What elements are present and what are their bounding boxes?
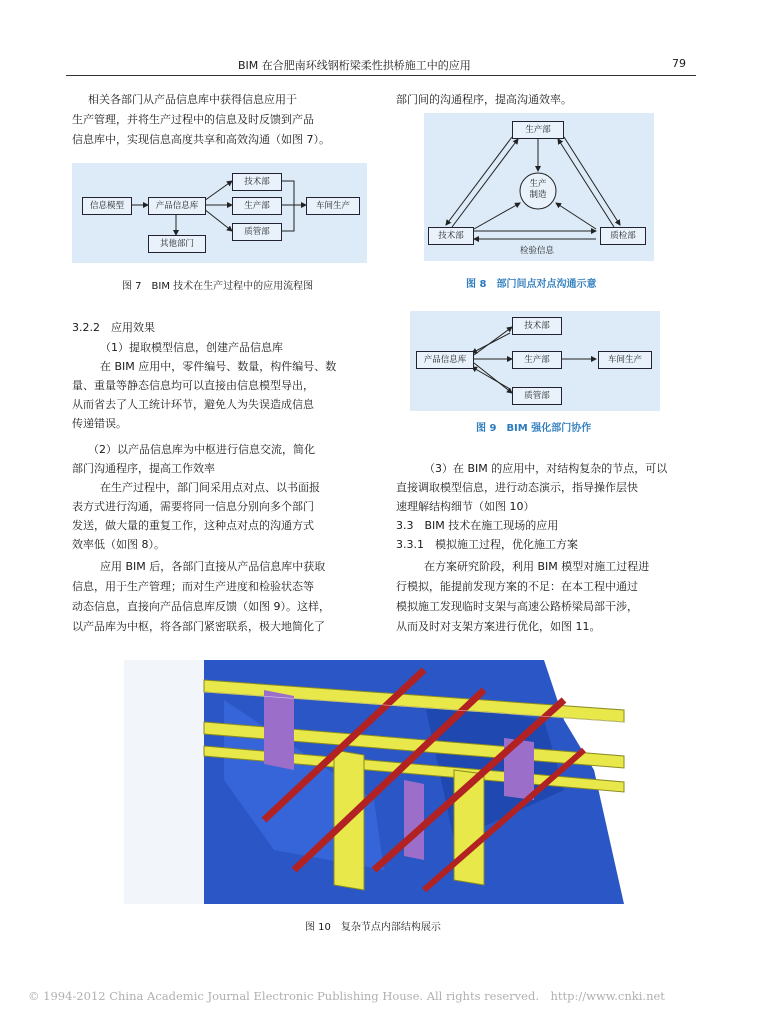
text-line: 部门沟通程序，提高工作效率 bbox=[72, 462, 215, 475]
label-inspection-info: 检验信息 bbox=[519, 246, 554, 256]
center-production: 生产 制造 bbox=[529, 179, 547, 200]
figure-9 bbox=[410, 311, 660, 411]
figure-7-caption: 图 7 BIM 技术在生产过程中的应用流程图 bbox=[122, 281, 314, 292]
text-line: 在方案研究阶段，利用 BIM 模型对施工过程进 bbox=[424, 560, 650, 573]
box-other-dept: 其他部门 bbox=[148, 235, 206, 253]
figure-10-image bbox=[124, 660, 634, 904]
text-line: 模拟施工发现临时支架与高速公路桥梁局部干涉， bbox=[396, 600, 638, 613]
text-line: 从而省去了人工统计环节，避免人为失误造成信息 bbox=[72, 398, 314, 411]
figure-10-model bbox=[124, 660, 634, 904]
text-line: 表方式进行沟通，需要将同一信息分别向多个部门 bbox=[72, 500, 314, 513]
box-prod-dept: 生产部 bbox=[512, 121, 564, 139]
box-qc-dept: 质管部 bbox=[232, 223, 282, 241]
box-tech-dept: 技术部 bbox=[232, 173, 282, 191]
box-workshop: 车间生产 bbox=[306, 197, 360, 215]
box-tech-dept: 技术部 bbox=[512, 317, 562, 335]
header-rule bbox=[66, 75, 696, 76]
text-line: 量、重量等静态信息均可以直接由信息模型导出， bbox=[72, 379, 314, 392]
text-line: 在 BIM 应用中，零件编号、数量，构件编号、数 bbox=[100, 360, 337, 373]
text-line: 动态信息，直接向产品信息库反馈（如图 9）。这样， bbox=[72, 600, 330, 613]
figure-8 bbox=[424, 113, 654, 261]
text-line: 生产管理，并将生产过程中的信息及时反馈到产品 bbox=[72, 113, 314, 126]
text-line: 信息，用于生产管理；而对生产进度和检验状态等 bbox=[72, 580, 314, 593]
text-line: 应用 BIM 后，各部门直接从产品信息库中获取 bbox=[100, 560, 326, 573]
figure-7 bbox=[72, 163, 367, 263]
box-qc-dept: 质检部 bbox=[600, 227, 646, 245]
copyright-footer: © 1994-2012 China Academic Journal Electronic Publishing House. All rights reserved. http://www.cnki.net bbox=[28, 989, 665, 1003]
text-line: 相关各部门从产品信息库中获得信息应用于 bbox=[88, 93, 297, 106]
text-line: 发送，做大量的重复工作，这种点对点的沟通方式 bbox=[72, 519, 314, 532]
text-line: （1）提取模型信息，创建产品信息库 bbox=[100, 341, 283, 354]
text-line: 速理解结构细节（如图 10） bbox=[396, 500, 535, 513]
section-heading: 3.3 BIM 技术在施工现场的应用 bbox=[396, 519, 559, 532]
box-product-db: 产品信息库 bbox=[416, 351, 474, 369]
box-product-db: 产品信息库 bbox=[148, 197, 206, 215]
text-line: 效率低（如图 8）。 bbox=[72, 538, 165, 551]
box-tech-dept: 技术部 bbox=[428, 227, 474, 245]
text-line: 以产品库为中枢，将各部门紧密联系，极大地简化了 bbox=[72, 620, 325, 633]
section-heading: 3.3.1 模拟施工过程，优化施工方案 bbox=[396, 538, 578, 551]
figure-8-caption: 图 8 部门间点对点沟通示意 bbox=[466, 279, 597, 290]
box-info-model: 信息模型 bbox=[82, 197, 132, 215]
text-line: （3）在 BIM 的应用中，对结构复杂的节点，可以 bbox=[424, 462, 668, 475]
box-prod-dept: 生产部 bbox=[512, 351, 562, 369]
box-workshop: 车间生产 bbox=[598, 351, 652, 369]
text-line: 传递错误。 bbox=[72, 417, 127, 430]
text-line: 行模拟，能提前发现方案的不足：在本工程中通过 bbox=[396, 580, 638, 593]
box-prod-dept: 生产部 bbox=[232, 197, 282, 215]
page-number: 79 bbox=[672, 57, 686, 70]
text-line: 部门间的沟通程序，提高沟通效率。 bbox=[396, 93, 572, 106]
text-line: 直接调取模型信息，进行动态演示，指导操作层快 bbox=[396, 481, 638, 494]
text-line: 从而及时对支架方案进行优化，如图 11。 bbox=[396, 620, 601, 633]
figure-9-caption: 图 9 BIM 强化部门协作 bbox=[476, 423, 592, 434]
text-line: 信息库中，实现信息高度共享和高效沟通（如图 7）。 bbox=[72, 133, 330, 146]
figure-10-caption: 图 10 复杂节点内部结构展示 bbox=[305, 922, 441, 933]
section-heading: 3.2.2 应用效果 bbox=[72, 321, 155, 334]
text-line: （2）以产品信息库为中枢进行信息交流，简化 bbox=[88, 443, 315, 456]
running-title: BIM 在合肥南环线钢桁梁柔性拱桥施工中的应用 bbox=[238, 59, 471, 72]
box-qc-dept: 质管部 bbox=[512, 387, 562, 405]
text-line: 在生产过程中，部门间采用点对点、以书面报 bbox=[100, 481, 320, 494]
